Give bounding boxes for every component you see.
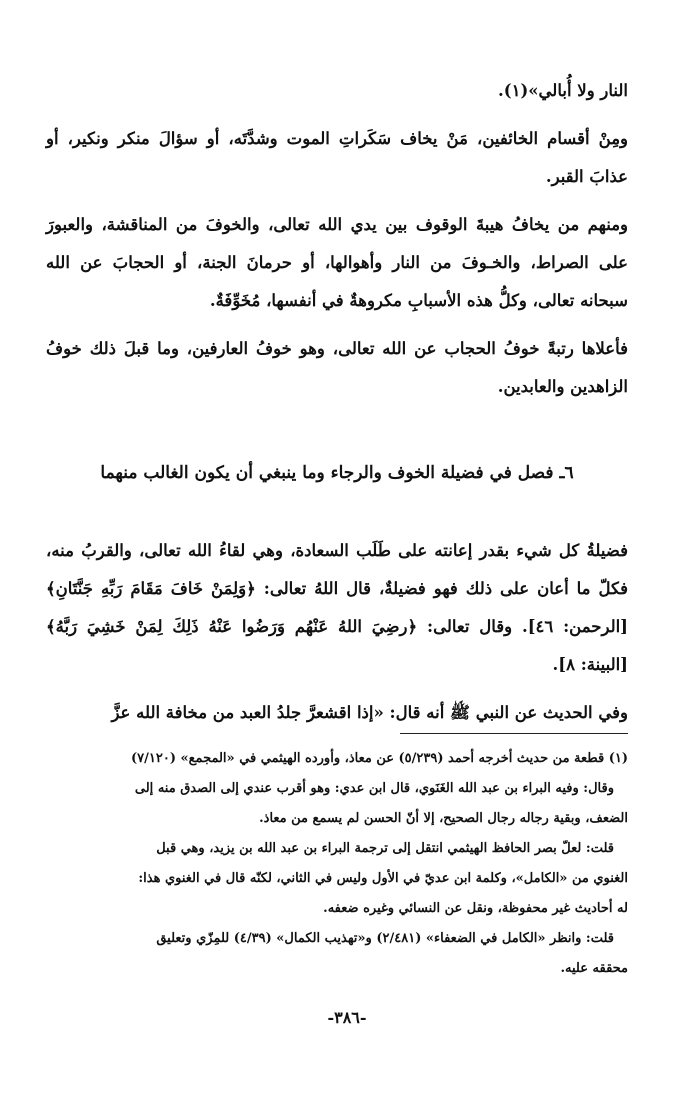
- footnote-divider: [400, 733, 628, 734]
- footnotes: [48, 744, 628, 984]
- paragraph-3: ومنهم من يخافُ هيبةَ الوقوف بين يدي الله تعالى، والخوفَ من المناقشة، والعبورَ على الصراط، والخـوفَ من النار وأهوالها، أو حرمانَ الجنة، أو الحجابَ عن الله سبحانه تعالى، وكلُّ هذه الأسبابِ مكروهةٌ في أنفسها، مُخَوِّفَةٌ.: [46, 215, 628, 310]
- footnote-line: له أحاديث غير محفوظة، ونقل عن النسائي وغيره ضعفه.: [323, 901, 628, 916]
- paragraph-5: فضيلةُ كل شيء بقدر إعانته على طَلَب السعادة، وهي لقاءُ الله تعالى، والقربُ منه، فكلّ ما أعان على ذلك فهو فضيلةٌ، قال اللهُ تعالى: ﴿وَلِمَنْ خَافَ مَقَامَ رَبِّهِ جَنَّتَانِ﴾ [الرحمن: ٤٦]. وقال تعالى: ﴿رضِيَ اللهُ عَنْهُم وَرَضُوا عَنْهُ ذَلِكَ لِمَنْ خَشِيَ رَبَّهُ﴾ [البينة: ٨].: [46, 541, 628, 674]
- footnote-line: (١) قطعة من حديث أخرجه أحمد (٥/٢٣٩) عن معاذ، وأورده الهيثمي في «المجمع» (٧/١٢٠): [130, 751, 628, 766]
- footnote-line: الضعف، وبقية رجاله رجال الصحيح، إلا أنّ الحسن لم يسمع من معاذ.: [259, 811, 628, 826]
- footnote-line: الغنوي من «الكامل»، وكلمة ابن عديّ في الأول وليس في الثاني، لكنّه قال في الغنوي هذا:: [138, 871, 628, 886]
- footnote-line: محققه عليه.: [560, 961, 628, 976]
- paragraph-6: وفي الحديث عن النبي ﷺ أنه قال: «إذا اقشعرَّ جلدُ العبد من مخافة الله عزَّ: [111, 703, 628, 722]
- main-text: [46, 72, 628, 742]
- paragraph-1: النار ولا أُبالي»(١).: [498, 81, 628, 100]
- page-number: -٣٨٦-: [327, 1008, 367, 1027]
- footnote-line: قلت: لعلّ بصر الحافظ الهيثمي انتقل إلى ترجمة البراء بن عبد الله بن يزيد، وهي قبل: [156, 841, 614, 856]
- paragraph-4: فأعلاها رتبةً خوفُ الحجاب عن الله تعالى، وهو خوفُ العارفين، وما قبلَ ذلك خوفُ الزاهدين والعابدين.: [46, 339, 628, 396]
- paragraph-2: ومِنْ أقسام الخائفين، مَنْ يخاف سَكَراتِ الموت وشدَّتَه، أو سؤالَ منكر ونكير، أو عذابَ القبر.: [46, 129, 628, 186]
- footnote-line: وقال: وفيه البراء بن عبد الله الغَنَوي، قال ابن عدي: وهو أقرب عندي إلى الصدق منه إلى: [134, 781, 614, 796]
- footnote-line: قلت: وانظر «الكامل في الضعفاء» (٢/٤٨١) و«تهذيب الكمال» (٤/٣٩) للمِزّي وتعليق: [156, 931, 614, 946]
- section-heading: ٦ـ فصل في فضيلة الخوف والرجاء وما ينبغي أن يكون الغالب منهما: [100, 463, 574, 483]
